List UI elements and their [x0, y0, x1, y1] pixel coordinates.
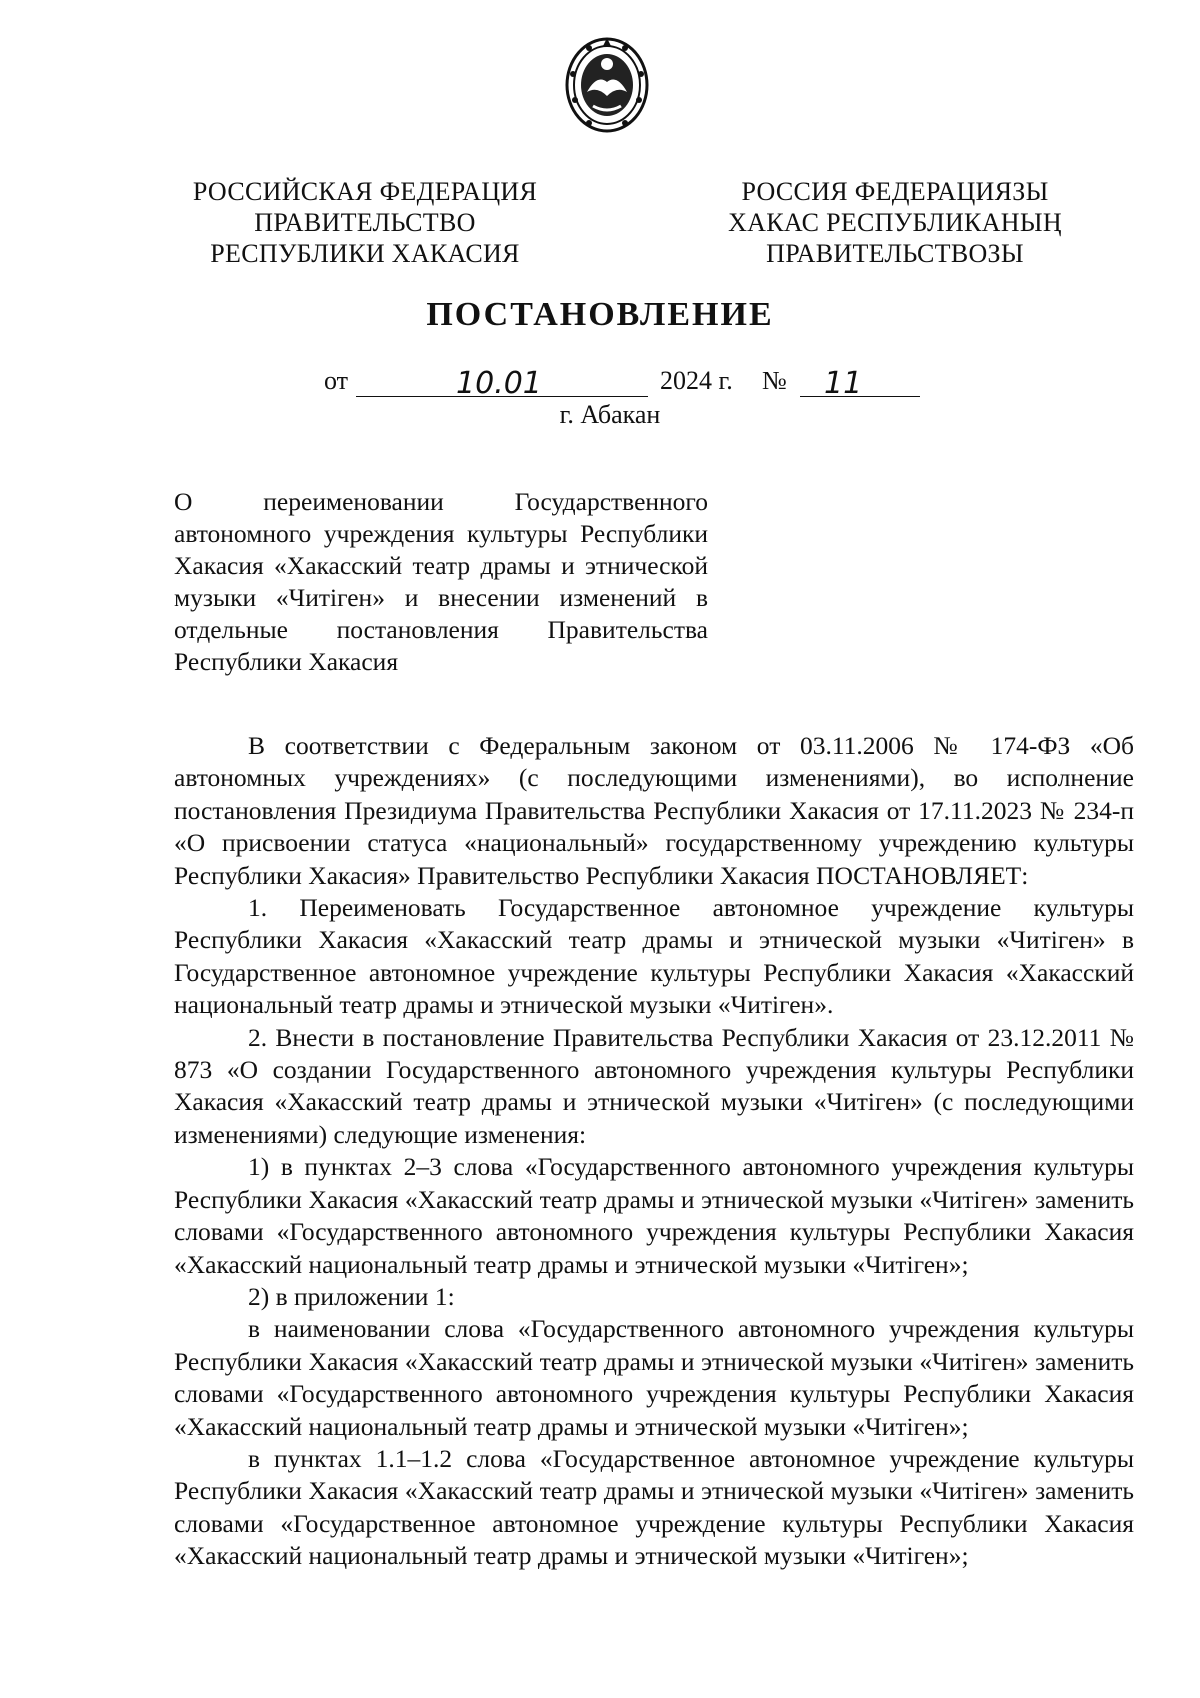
header-left-line-3: РЕСПУБЛИКИ ХАКАСИЯ [210, 239, 520, 268]
city: г. Абакан [559, 400, 661, 429]
header-left-line-1: РОССИЙСКАЯ ФЕДЕРАЦИЯ [192, 177, 538, 206]
coat-of-arms-emblem [563, 34, 651, 136]
header-right-line-3: ПРАВИТЕЛЬСТВОЗЫ [766, 239, 1024, 268]
number-label: № [762, 366, 787, 395]
body-paragraph: 2) в приложении 1: [248, 1281, 455, 1311]
date-year: 2024 г. [660, 366, 733, 395]
body-paragraph: В соответствии с Федеральным законом от 03.11.2006 № 174-ФЗ «Об автономных учреждениях» (с последующими изменениями), во исполнение постановления Президиума Правительства Республики Хакасия от 17.11.2023 № 234-п «О присвоении статуса «национальный» государственному учреждению культуры Республики Хакасия» Правительство Республики Хакасия ПОСТАНОВЛЯЕТ: [174, 731, 1134, 890]
header-right-line-1: РОССИЯ ФЕДЕРАЦИЯЗЫ [741, 177, 1049, 206]
body-paragraph: 1) в пунктах 2–3 слова «Государственного автономного учреждения культуры Республики Хакасия «Хакасский театр драмы и этнической музыки «Читiген» заменить словами «Государственного автономного учреждения культуры Республики Хакасия «Хакасский национальный театр драмы и этнической музыки «Читiген»; [174, 1152, 1134, 1279]
date-prefix: от [324, 366, 349, 395]
body-paragraph: в наименовании слова «Государственного автономного учреждения культуры Республики Хакасия «Хакасский театр драмы и этнической музыки «Читiген» заменить словами «Государственного автономного учреждения культуры Республики Хакасия «Хакасский национальный театр драмы и этнической музыки «Читiген»; [174, 1314, 1134, 1441]
header-russian [165, 176, 565, 269]
body-paragraph: 2. Внести в постановление Правительства Республики Хакасия от 23.12.2011 № 873 «О создании Государственного автономного учреждения культуры Республики Хакасия «Хакасский театр драмы и этнической музыки «Читiген» (с последующими изменениями) следующие изменения: [174, 1022, 1134, 1149]
number-field [800, 366, 920, 401]
document-subject: О переименовании Государственного автономного учреждения культуры Республики Хакасия «Хакасский театр драмы и этнической музыки «Читiген» и внесении изменений в отдельные постановления Правительства Республики Хакасия [174, 487, 708, 676]
number-handwritten: 11 [824, 366, 863, 401]
body-paragraph: 1. Переименовать Государственное автономное учреждение культуры Республики Хакасия «Хакасский театр драмы и этнической музыки «Читiген» в Государственное автономное учреждение культуры Республики Хакасия «Хакасский национальный театр драмы и этнической музыки «Читiген». [174, 893, 1134, 1020]
header-left-line-2: ПРАВИТЕЛЬСТВО [254, 208, 476, 237]
date-field [356, 366, 648, 401]
header-right-line-2: ХАКАС РЕСПУБЛИКАНЫҢ [728, 208, 1062, 237]
body-paragraph: в пунктах 1.1–1.2 слова «Государственное автономное учреждение культуры Республики Хакасия «Хакасский театр драмы и этнической музыки «Читiген» заменить словами «Государственное автономное учреждение культуры Республики Хакасия «Хакасский национальный театр драмы и этнической музыки «Читiген»; [174, 1443, 1134, 1571]
date-handwritten: 10.01 [456, 366, 542, 401]
document-title: ПОСТАНОВЛЕНИЕ [426, 296, 774, 333]
date-number-line [324, 366, 924, 400]
document-body [174, 730, 1134, 1573]
header-khakas [695, 176, 1095, 269]
